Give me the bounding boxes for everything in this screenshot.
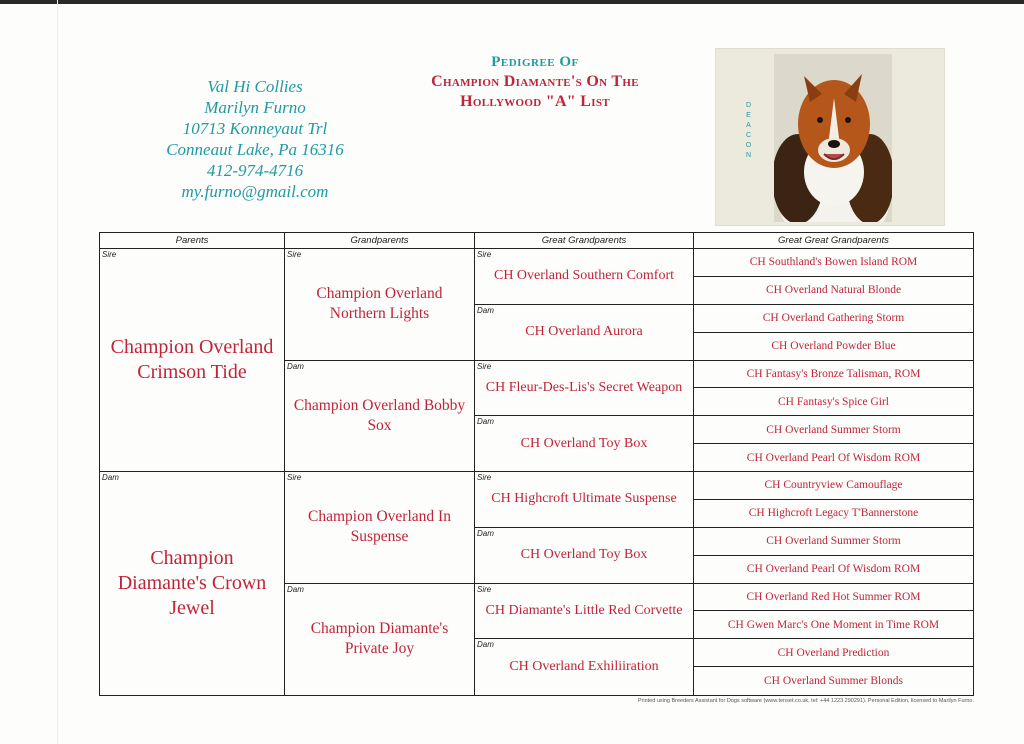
grandparent-name: Champion Overland In Suspense xyxy=(308,508,451,546)
header-grandparents: Grandparents xyxy=(285,233,475,249)
great-great-grandparent-name: CH Overland Red Hot Summer ROM xyxy=(746,590,921,603)
great-grandparent-name: CH Overland Aurora xyxy=(525,324,643,340)
great-grandparent-cell xyxy=(475,528,694,584)
software-credit: Printed using Breeders Assistant for Dogs software (www.tenset.co.uk, tel: +44 1223 290291). Personal Edition, licensed to Marilyn Furno. xyxy=(637,698,974,704)
role-label: Sire xyxy=(287,250,302,259)
great-great-grandparent-name: CH Overland Prediction xyxy=(777,646,890,659)
great-great-grandparent-name: CH Gwen Marc's One Moment in Time ROM xyxy=(727,618,940,631)
great-great-grandparent-name: CH Overland Powder Blue xyxy=(771,340,896,353)
grandparent-cell xyxy=(285,584,475,696)
great-great-grandparent-name: CH Fantasy's Bronze Talisman, ROM xyxy=(746,367,921,380)
great-great-grandparent-name: CH Overland Summer Storm xyxy=(766,423,901,436)
great-great-grandparent-name: CH Overland Pearl Of Wisdom ROM xyxy=(746,451,921,464)
owner-name: Marilyn Furno xyxy=(204,98,306,117)
great-great-grandparent-cell xyxy=(694,667,973,695)
great-great-grandparent-cell xyxy=(694,611,973,639)
great-great-grandparent-cell xyxy=(694,333,973,361)
street-address: 10713 Konneyaut Trl xyxy=(182,119,328,138)
role-label: Dam xyxy=(287,584,304,594)
title-prefix: Pedigree Of xyxy=(491,54,579,70)
role-label: Dam xyxy=(477,305,494,315)
great-great-grandparent-name: CH Overland Natural Blonde xyxy=(765,284,902,297)
role-label: Dam xyxy=(102,473,119,482)
great-great-grandparent-cell xyxy=(694,277,973,305)
great-grandparent-cell xyxy=(475,361,694,417)
great-grandparent-cell xyxy=(475,249,694,305)
great-great-grandparent-cell xyxy=(694,556,973,584)
header-great-grandparents: Great Grandparents xyxy=(475,233,694,249)
great-great-grandparent-cell xyxy=(694,416,973,444)
collie-photo xyxy=(774,54,892,222)
great-grandparent-cell xyxy=(475,639,694,695)
great-grandparent-name: CH Fleur-Des-Lis's Secret Weapon xyxy=(485,379,683,395)
role-label: Dam xyxy=(477,640,494,650)
great-great-grandparent-name: CH Overland Summer Storm xyxy=(766,535,901,548)
header-parents: Parents xyxy=(100,233,285,249)
pedigree-title xyxy=(390,52,680,112)
great-grandparent-name: CH Diamante's Little Red Corvette xyxy=(485,602,683,618)
great-great-grandparent-name: CH Overland Gathering Storm xyxy=(762,312,905,325)
great-grandparent-name: CH Highcroft Ultimate Suspense xyxy=(491,491,677,507)
parent-name: Champion Overland Crimson Tide xyxy=(110,336,274,383)
great-great-grandparent-name: CH Highcroft Legacy T'Bannerstone xyxy=(748,507,919,520)
email-address: my.furno@gmail.com xyxy=(181,182,329,201)
title-dog-name-line1: Champion Diamante's On The xyxy=(431,73,639,90)
role-label: Dam xyxy=(477,528,494,538)
great-great-grandparent-cell xyxy=(694,584,973,612)
grandparent-name: Champion Diamante's Private Joy xyxy=(310,620,449,658)
great-great-grandparent-cell xyxy=(694,388,973,416)
great-grandparent-name: CH Overland Toy Box xyxy=(520,547,648,563)
great-great-grandparent-name: CH Fantasy's Spice Girl xyxy=(778,395,889,408)
role-label: Dam xyxy=(477,417,494,427)
dog-photo-frame xyxy=(715,48,945,226)
great-grandparent-cell xyxy=(475,472,694,528)
contact-block xyxy=(130,76,380,202)
scan-edge xyxy=(0,0,1024,4)
great-great-grandparent-name: CH Overland Pearl Of Wisdom ROM xyxy=(746,563,921,576)
parent-cell xyxy=(100,472,285,695)
great-great-grandparent-cell xyxy=(694,361,973,389)
role-label: Sire xyxy=(477,473,492,482)
great-grandparent-cell xyxy=(475,584,694,640)
grandparent-name: Champion Overland Bobby Sox xyxy=(293,396,466,434)
collie-illustration xyxy=(774,54,892,222)
grandparent-name: Champion Overland Northern Lights xyxy=(316,285,443,323)
great-great-grandparent-cell xyxy=(694,444,973,472)
photo-caption: D E A C O N xyxy=(745,102,753,159)
great-grandparent-cell xyxy=(475,416,694,472)
title-dog-name-line2: Hollywood "A" List xyxy=(460,93,610,110)
city-state-zip: Conneaut Lake, Pa 16316 xyxy=(166,140,344,159)
parent-name: Champion Diamante's Crown Jewel xyxy=(117,547,267,619)
phone-number: 412-974-4716 xyxy=(206,161,304,180)
grandparent-cell xyxy=(285,361,475,473)
great-great-grandparent-name: CH Overland Summer Blonds xyxy=(764,675,903,688)
header-great-great-grandparents: Great Great Grandparents xyxy=(694,233,973,249)
great-great-grandparent-cell xyxy=(694,639,973,667)
role-label: Sire xyxy=(102,250,117,259)
great-grandparent-name: CH Overland Toy Box xyxy=(520,435,648,451)
role-label: Sire xyxy=(287,473,302,482)
role-label: Sire xyxy=(477,250,492,259)
role-label: Dam xyxy=(287,361,304,371)
great-great-grandparent-cell xyxy=(694,528,973,556)
grandparent-cell xyxy=(285,472,475,584)
great-great-grandparent-cell xyxy=(694,305,973,333)
kennel-name: Val Hi Collies xyxy=(207,77,303,96)
great-grandparent-name: CH Overland Southern Comfort xyxy=(493,268,675,284)
pedigree-table xyxy=(99,232,974,696)
great-great-grandparent-name: CH Countryview Camouflage xyxy=(764,479,903,492)
scan-fold-line xyxy=(57,0,58,744)
grandparent-cell xyxy=(285,249,475,361)
great-great-grandparent-cell xyxy=(694,472,973,500)
parent-cell xyxy=(100,249,285,472)
role-label: Sire xyxy=(477,584,492,594)
great-great-grandparent-cell xyxy=(694,500,973,528)
great-grandparent-cell xyxy=(475,305,694,361)
great-great-grandparent-name: CH Southland's Bowen Island ROM xyxy=(749,256,918,269)
role-label: Sire xyxy=(477,361,492,371)
great-great-grandparent-cell xyxy=(694,249,973,277)
great-grandparent-name: CH Overland Exhiliiration xyxy=(509,659,659,675)
